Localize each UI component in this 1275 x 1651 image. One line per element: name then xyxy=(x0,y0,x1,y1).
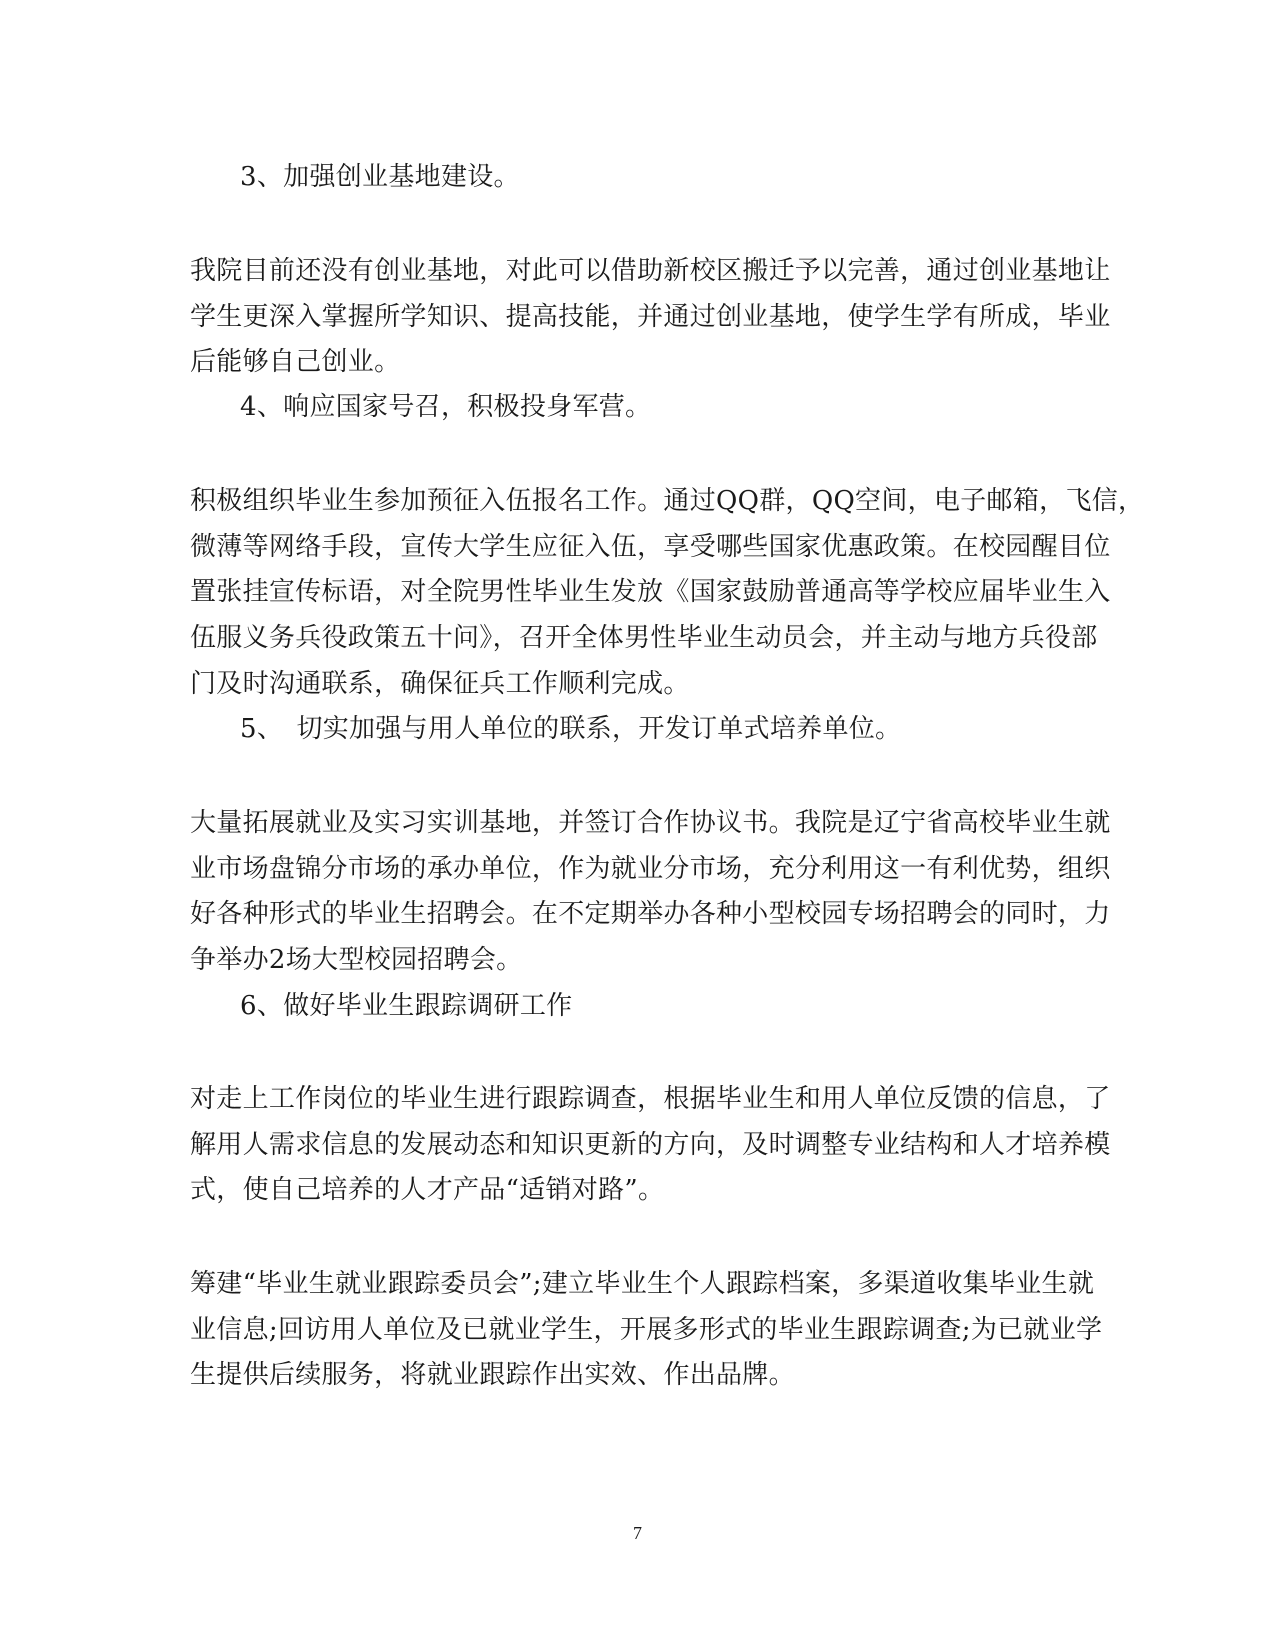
paragraph-line: 对走上工作岗位的毕业生进行跟踪调查，根据毕业生和用人单位反馈的信息，了 xyxy=(190,1084,1111,1114)
section-heading-4: 4、响应国家号召，积极投身军营。 xyxy=(240,392,652,422)
paragraph-line: 门及时沟通联系，确保征兵工作顺利完成。 xyxy=(190,669,690,699)
paragraph-line: 业信息;回访用人单位及已就业学生，开展多形式的毕业生跟踪调查;为已就业学 xyxy=(190,1315,1103,1345)
paragraph-line: 式，使自己培养的人才产品“适销对路”。 xyxy=(190,1175,665,1205)
section-heading-6: 6、做好毕业生跟踪调研工作 xyxy=(240,991,573,1021)
paragraph-line: 置张挂宣传标语，对全院男性毕业生发放《国家鼓励普通高等学校应届毕业生入 xyxy=(190,577,1111,607)
paragraph-line: 业市场盘锦分市场的承办单位，作为就业分市场，充分利用这一有利优势，组织 xyxy=(190,854,1111,884)
paragraph-line: 好各种形式的毕业生招聘会。在不定期举办各种小型校园专场招聘会的同时，力 xyxy=(190,899,1111,929)
paragraph-line: 积极组织毕业生参加预征入伍报名工作。通过QQ群，QQ空间，电子邮箱，飞信， xyxy=(190,486,1145,516)
page-number: 7 xyxy=(633,1523,642,1543)
paragraph-line: 大量拓展就业及实习实训基地，并签订合作协议书。我院是辽宁省高校毕业生就 xyxy=(190,808,1111,838)
paragraph-line: 后能够自己创业。 xyxy=(190,347,401,377)
paragraph-line: 生提供后续服务，将就业跟踪作出实效、作出品牌。 xyxy=(190,1360,795,1390)
paragraph-line: 微薄等网络手段，宣传大学生应征入伍，享受哪些国家优惠政策。在校园醒目位 xyxy=(190,532,1111,562)
paragraph-line: 解用人需求信息的发展动态和知识更新的方向，及时调整专业结构和人才培养模 xyxy=(190,1130,1111,1160)
paragraph-line: 伍服义务兵役政策五十问》，召开全体男性毕业生动员会，并主动与地方兵役部 xyxy=(190,623,1098,653)
section-heading-5: 5、 切实加强与用人单位的联系，开发订单式培养单位。 xyxy=(240,714,902,744)
paragraph-line: 学生更深入掌握所学知识、提高技能，并通过创业基地，使学生学有所成，毕业 xyxy=(190,302,1111,332)
section-heading-3: 3、加强创业基地建设。 xyxy=(240,162,520,192)
paragraph-line: 筹建“毕业生就业跟踪委员会”;建立毕业生个人跟踪档案，多渠道收集毕业生就 xyxy=(190,1269,1095,1299)
paragraph-line: 我院目前还没有创业基地，对此可以借助新校区搬迁予以完善，通过创业基地让 xyxy=(190,256,1111,286)
paragraph-line: 争举办2场大型校园招聘会。 xyxy=(190,945,523,975)
